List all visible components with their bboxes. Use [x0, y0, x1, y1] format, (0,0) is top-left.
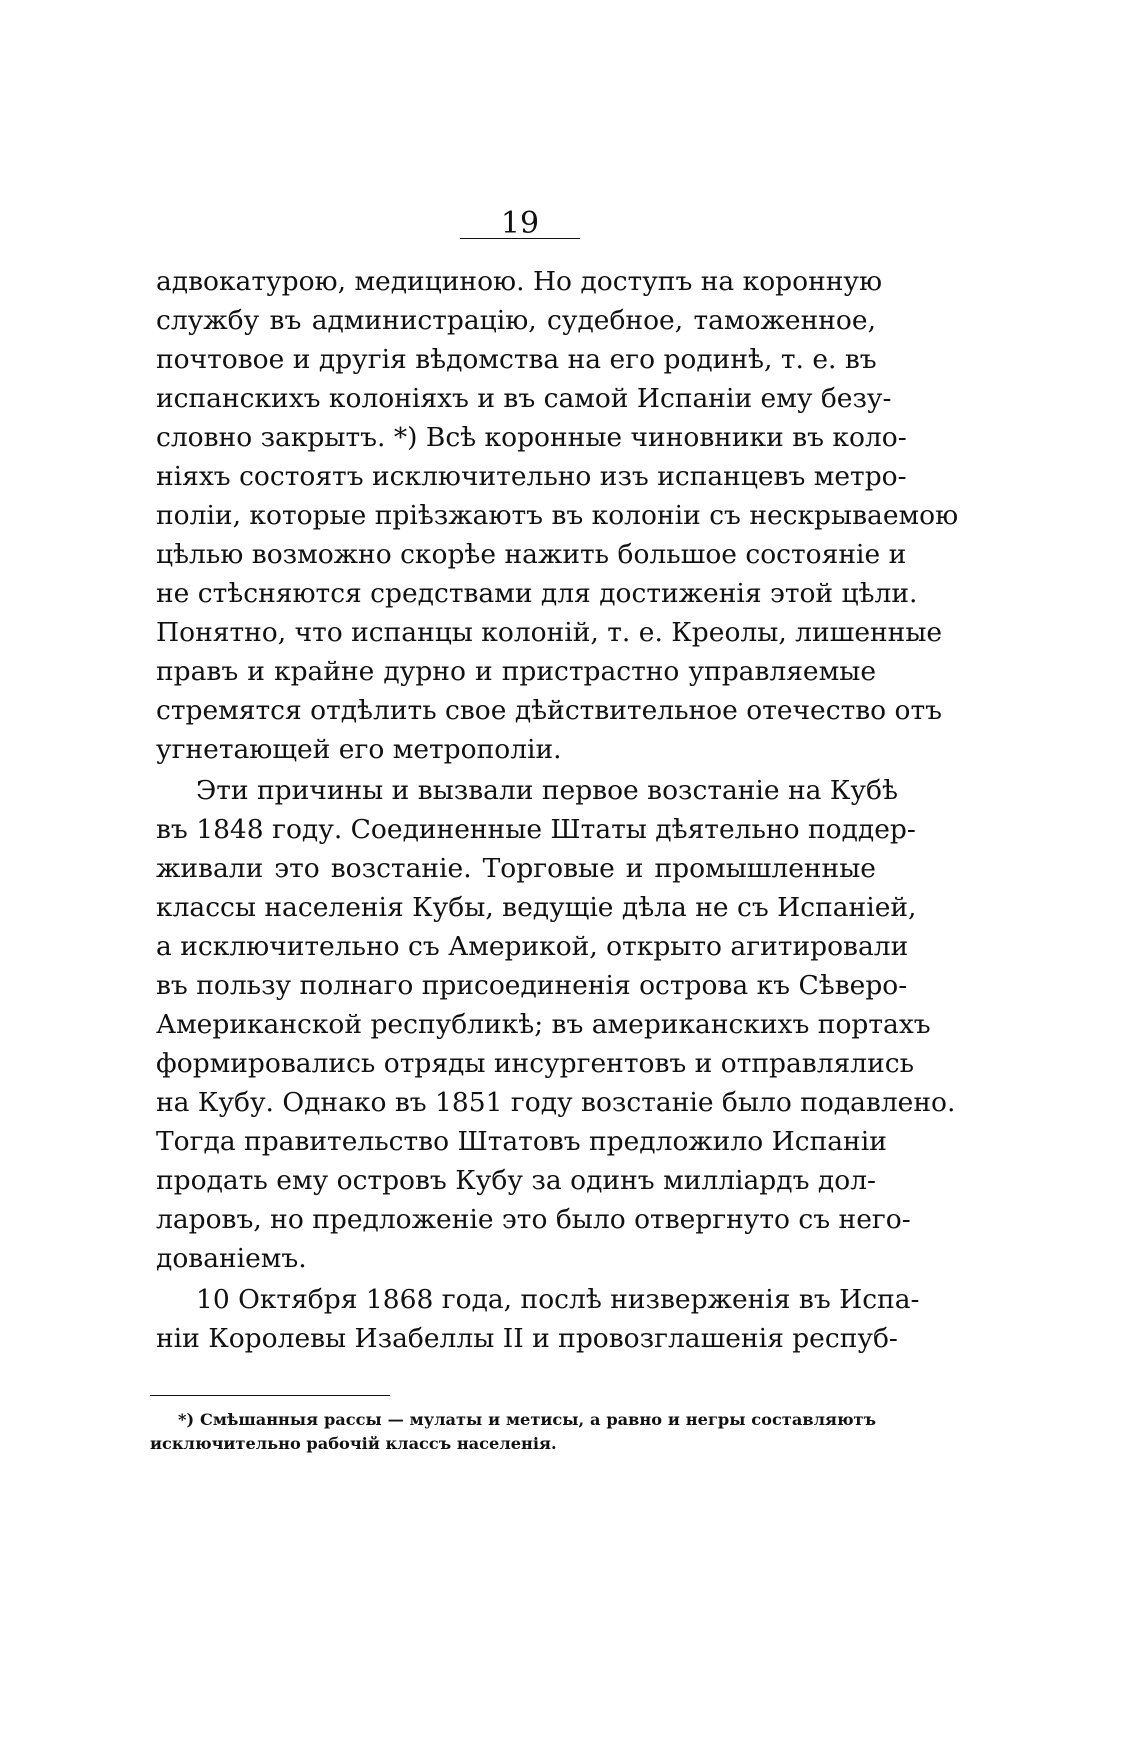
text-line: стремятся отдѣлить свое дѣйствительное отечество отъ [156, 695, 943, 726]
text-line: въ 1848 году. Соединенные Штаты дѣятельно поддер- [156, 814, 916, 845]
text-line: угнетающей его метрополіи. [156, 734, 562, 765]
page-number: 19 [500, 206, 540, 241]
footnote [150, 1408, 876, 1456]
text-line: словно закрытъ. *) Всѣ коронные чиновники въ коло- [156, 422, 907, 453]
text-line: классы населенія Кубы, ведущіе дѣла не съ Испаніей, [156, 892, 917, 923]
text-line: продать ему островъ Кубу за одинъ милліардъ дол- [156, 1165, 876, 1196]
text-line: почтовое и другія вѣдомства на его родинѣ, т. е. въ [156, 344, 877, 375]
text-line: живали это возстаніе. Торговые и промышленные [156, 853, 876, 884]
text-line: ніи Королевы Изабеллы II и провозглашенія респуб- [156, 1323, 898, 1354]
paragraph-1 [156, 262, 959, 769]
text-line: цѣлью возможно скорѣе нажить большое состояніе и [156, 539, 907, 570]
text-line: испанскихъ колоніяхъ и въ самой Испаніи ему безу- [156, 383, 892, 414]
text-line: въ пользу полнаго присоединенія острова къ Сѣверо- [156, 970, 908, 1001]
text-line: а исключительно съ Америкой, открыто агитировали [156, 931, 909, 962]
text-line: ларовъ, но предложеніе это было отвергнуто съ него- [156, 1204, 911, 1235]
footnote-line: исключительно рабочій классъ населенія. [150, 1434, 557, 1453]
text-line: 10 Октября 1868 года, послѣ низверженія въ Испа- [196, 1284, 920, 1315]
text-line: Тогда правительство Штатовъ предложило Испаніи [156, 1126, 887, 1157]
text-line: Эти причины и вызвали первое возстаніе на Кубѣ [196, 775, 898, 806]
footnote-line: *) Смѣшанныя рассы — мулаты и метисы, а равно и негры составляютъ [178, 1410, 876, 1429]
body-text [156, 262, 959, 1358]
text-line: формировались отряды инсургентовъ и отправлялись [156, 1048, 915, 1079]
text-line: поліи, которые пріѣзжаютъ въ колоніи съ нескрываемою [156, 500, 959, 531]
paragraph-2 [156, 771, 956, 1278]
text-line: дованіемъ. [156, 1243, 307, 1274]
page-number-rule [460, 238, 580, 239]
text-line: службу въ администрацію, судебное, таможенное, [156, 305, 876, 336]
footnote-rule [150, 1395, 390, 1396]
text-line: не стѣсняются средствами для достиженія этой цѣли. [156, 578, 918, 609]
text-line: ніяхъ состоятъ исключительно изъ испанцевъ метро- [156, 461, 907, 492]
text-line: адвокатурою, медициною. Но доступъ на коронную [156, 266, 883, 297]
text-line: Понятно, что испанцы колоній, т. е. Креолы, лишенные [156, 617, 943, 648]
text-line: Американской республикѣ; въ американскихъ портахъ [156, 1009, 931, 1040]
text-line: на Кубу. Однако въ 1851 году возстаніе было подавлено. [156, 1087, 956, 1118]
paragraph-3 [156, 1280, 920, 1358]
text-line: правъ и крайне дурно и пристрастно управляемые [156, 656, 876, 687]
